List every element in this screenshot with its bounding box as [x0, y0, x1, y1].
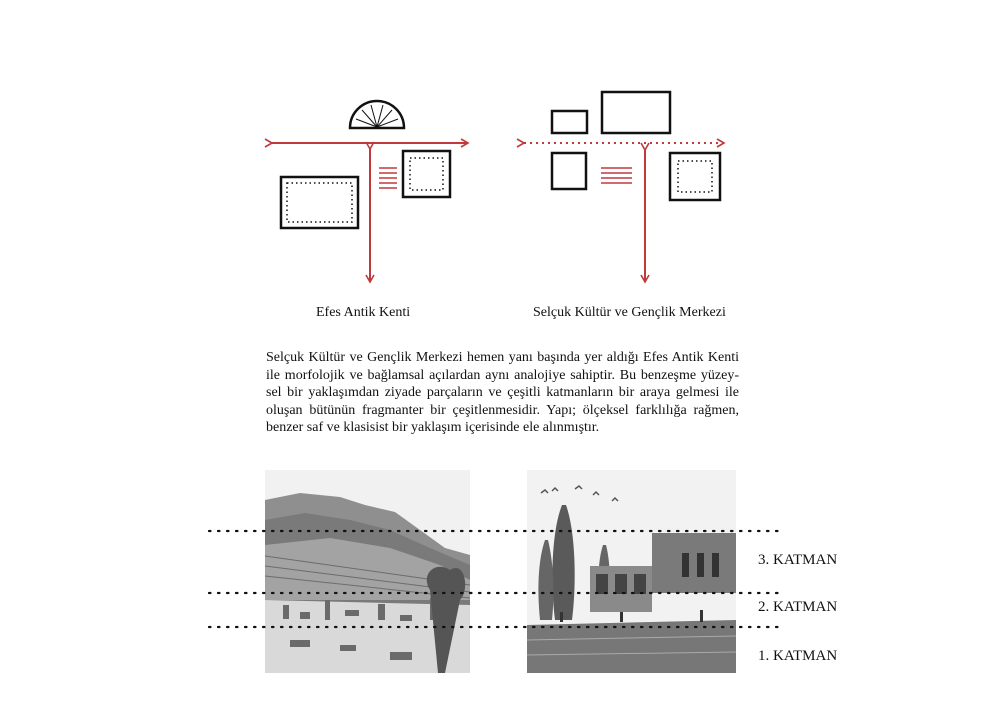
- layer-label-1: 1. KATMAN: [758, 648, 838, 664]
- paragraph-line: oluşan bütünün fragmanter bir çeşitlenmesidir. Yapı; ölçeksel farklılığa rağmen,: [266, 402, 739, 418]
- layer-label-3: 3. KATMAN: [758, 552, 838, 568]
- small-block: [552, 111, 587, 133]
- selcuk-diagram: [524, 92, 724, 282]
- efes-diagram: [272, 101, 468, 282]
- description-paragraph: [266, 349, 739, 437]
- theatre-semicircle: [350, 101, 404, 128]
- efes-photo: [265, 470, 470, 673]
- layer-label-2: 2. KATMAN: [758, 599, 838, 615]
- paragraph-line: ile morfolojik ve bağlamsal açılardan aynı analojiye sahiptir. Bu benzeşme yüzey-: [266, 367, 739, 383]
- wide-block: [602, 92, 670, 133]
- large-block: [281, 177, 358, 228]
- paragraph-line: benzer saf ve klasisist bir yaklaşım içerisinde ele alınmıştır.: [266, 420, 600, 436]
- caption-selcuk: Selçuk Kültür ve Gençlik Merkezi: [533, 305, 726, 320]
- selcuk-photo: [527, 470, 736, 673]
- red-stripes: [379, 168, 397, 188]
- paragraph-line: sel bir yaklaşımdan ziyade parçaların ve çeşitli katmanların bir araya gelmesi ile: [266, 385, 739, 401]
- square-block-right: [670, 153, 720, 200]
- paragraph-line: Selçuk Kültür ve Gençlik Merkezi hemen yanı başında yer aldığı Efes Antik Kenti: [266, 350, 739, 365]
- tall-block: [552, 153, 586, 189]
- square-block: [403, 151, 450, 197]
- caption-efes: Efes Antik Kenti: [316, 305, 411, 320]
- red-stripes-right: [601, 168, 632, 183]
